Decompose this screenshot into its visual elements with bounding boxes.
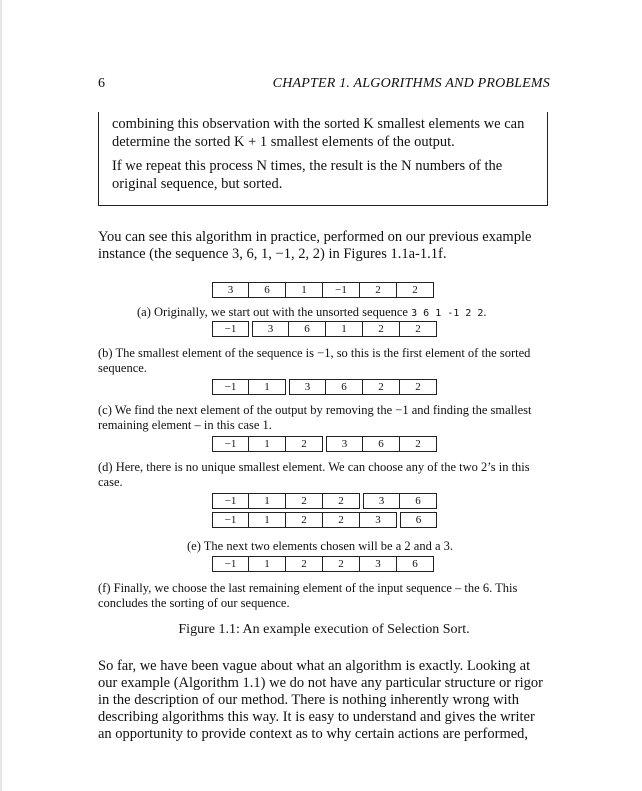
cell: 2 <box>286 493 323 509</box>
cell: 6 <box>249 282 286 298</box>
cell: 2 <box>360 282 397 298</box>
cell: 6 <box>326 379 363 395</box>
cell: 2 <box>323 512 360 528</box>
cell: 1 <box>286 282 323 298</box>
algorithm-text-2: If we repeat this process N times, the result is the N numbers of the original sequence, but sorted. <box>112 158 503 192</box>
body-paragraph: So far, we have been vague about what an algorithm is exactly. Looking at our example (Algorithm 1.1) we do not have any particular structure or rigor in the description of our method. There is nothing inherently wrong with describing algorithms this way. It is easy to understand and gives the writer an opportunity to provide context as to why certain actions are performed, <box>98 658 543 742</box>
cell: 6 <box>363 436 400 452</box>
sequence-row-5 <box>212 512 437 528</box>
page-edge <box>0 0 2 791</box>
cell: −1 <box>212 556 249 572</box>
intro-paragraph: You can see this algorithm in practice, performed on our previous example instance (the sequence 3, 6, 1, −1, 2, 2) in Figures 1.1a-1.1f. <box>98 229 532 262</box>
caption-d: (d) Here, there is no unique smallest element. We can choose any of the two 2’s in this case. <box>98 460 530 489</box>
cell: 3 <box>360 512 397 528</box>
caption-b: (b) The smallest element of the sequence is −1, so this is the first element of the sorted sequence. <box>98 346 531 375</box>
cell: 6 <box>400 493 437 509</box>
sequence-row-4 <box>212 493 437 509</box>
cell: 1 <box>249 493 286 509</box>
cell: 2 <box>286 436 323 452</box>
cell: 1 <box>249 512 286 528</box>
cell: 3 <box>326 436 363 452</box>
algorithm-text-1: combining this observation with the sorted K smallest elements we can determine the sorted K + 1 smallest elements of the output. <box>112 116 525 150</box>
cell: 2 <box>286 556 323 572</box>
caption-a-code: 3 6 1 -1 2 2 <box>411 308 484 319</box>
cell: −1 <box>323 282 360 298</box>
cell: 3 <box>363 493 400 509</box>
cell: 6 <box>400 512 437 528</box>
cell: 2 <box>397 282 434 298</box>
sequence-row-0 <box>212 282 434 298</box>
caption-a-text: (a) Originally, we start out with the unsorted sequence <box>137 305 408 319</box>
cell: 1 <box>249 436 286 452</box>
cell: 2 <box>323 493 360 509</box>
sequence-row-2 <box>212 379 437 395</box>
sequence-row-6 <box>212 556 434 572</box>
figure-caption: Figure 1.1: An example execution of Selection Sort. <box>178 622 470 637</box>
cell: −1 <box>212 379 249 395</box>
cell: 2 <box>400 379 437 395</box>
caption-e: (e) The next two elements chosen will be a 2 and a 3. <box>187 539 454 553</box>
sequence-row-1 <box>212 321 437 337</box>
cell: 2 <box>400 436 437 452</box>
cell: 1 <box>249 556 286 572</box>
cell: 3 <box>212 282 249 298</box>
cell: 3 <box>360 556 397 572</box>
cell: 2 <box>286 512 323 528</box>
cell: 1 <box>249 379 286 395</box>
cell: 2 <box>363 379 400 395</box>
cell: 3 <box>289 379 326 395</box>
caption-c: (c) We find the next element of the output by removing the −1 and finding the smallest remaining element – in this case 1. <box>98 403 532 432</box>
sequence-row-3 <box>212 436 437 452</box>
cell: 6 <box>289 321 326 337</box>
cell: −1 <box>212 493 249 509</box>
cell: −1 <box>212 512 249 528</box>
cell: 2 <box>363 321 400 337</box>
page-number: 6 <box>98 76 105 91</box>
cell: 1 <box>326 321 363 337</box>
chapter-title: CHAPTER 1. ALGORITHMS AND PROBLEMS <box>272 76 550 91</box>
cell: 6 <box>397 556 434 572</box>
cell: 2 <box>323 556 360 572</box>
cell: −1 <box>212 321 249 337</box>
caption-a <box>137 305 486 321</box>
caption-f: (f) Finally, we choose the last remaining element of the input sequence – the 6. This concludes the sorting of our sequence. <box>98 581 518 610</box>
algorithm-box <box>98 112 548 206</box>
caption-a-end: . <box>483 305 487 319</box>
cell: 3 <box>252 321 289 337</box>
cell: 2 <box>400 321 437 337</box>
cell: −1 <box>212 436 249 452</box>
